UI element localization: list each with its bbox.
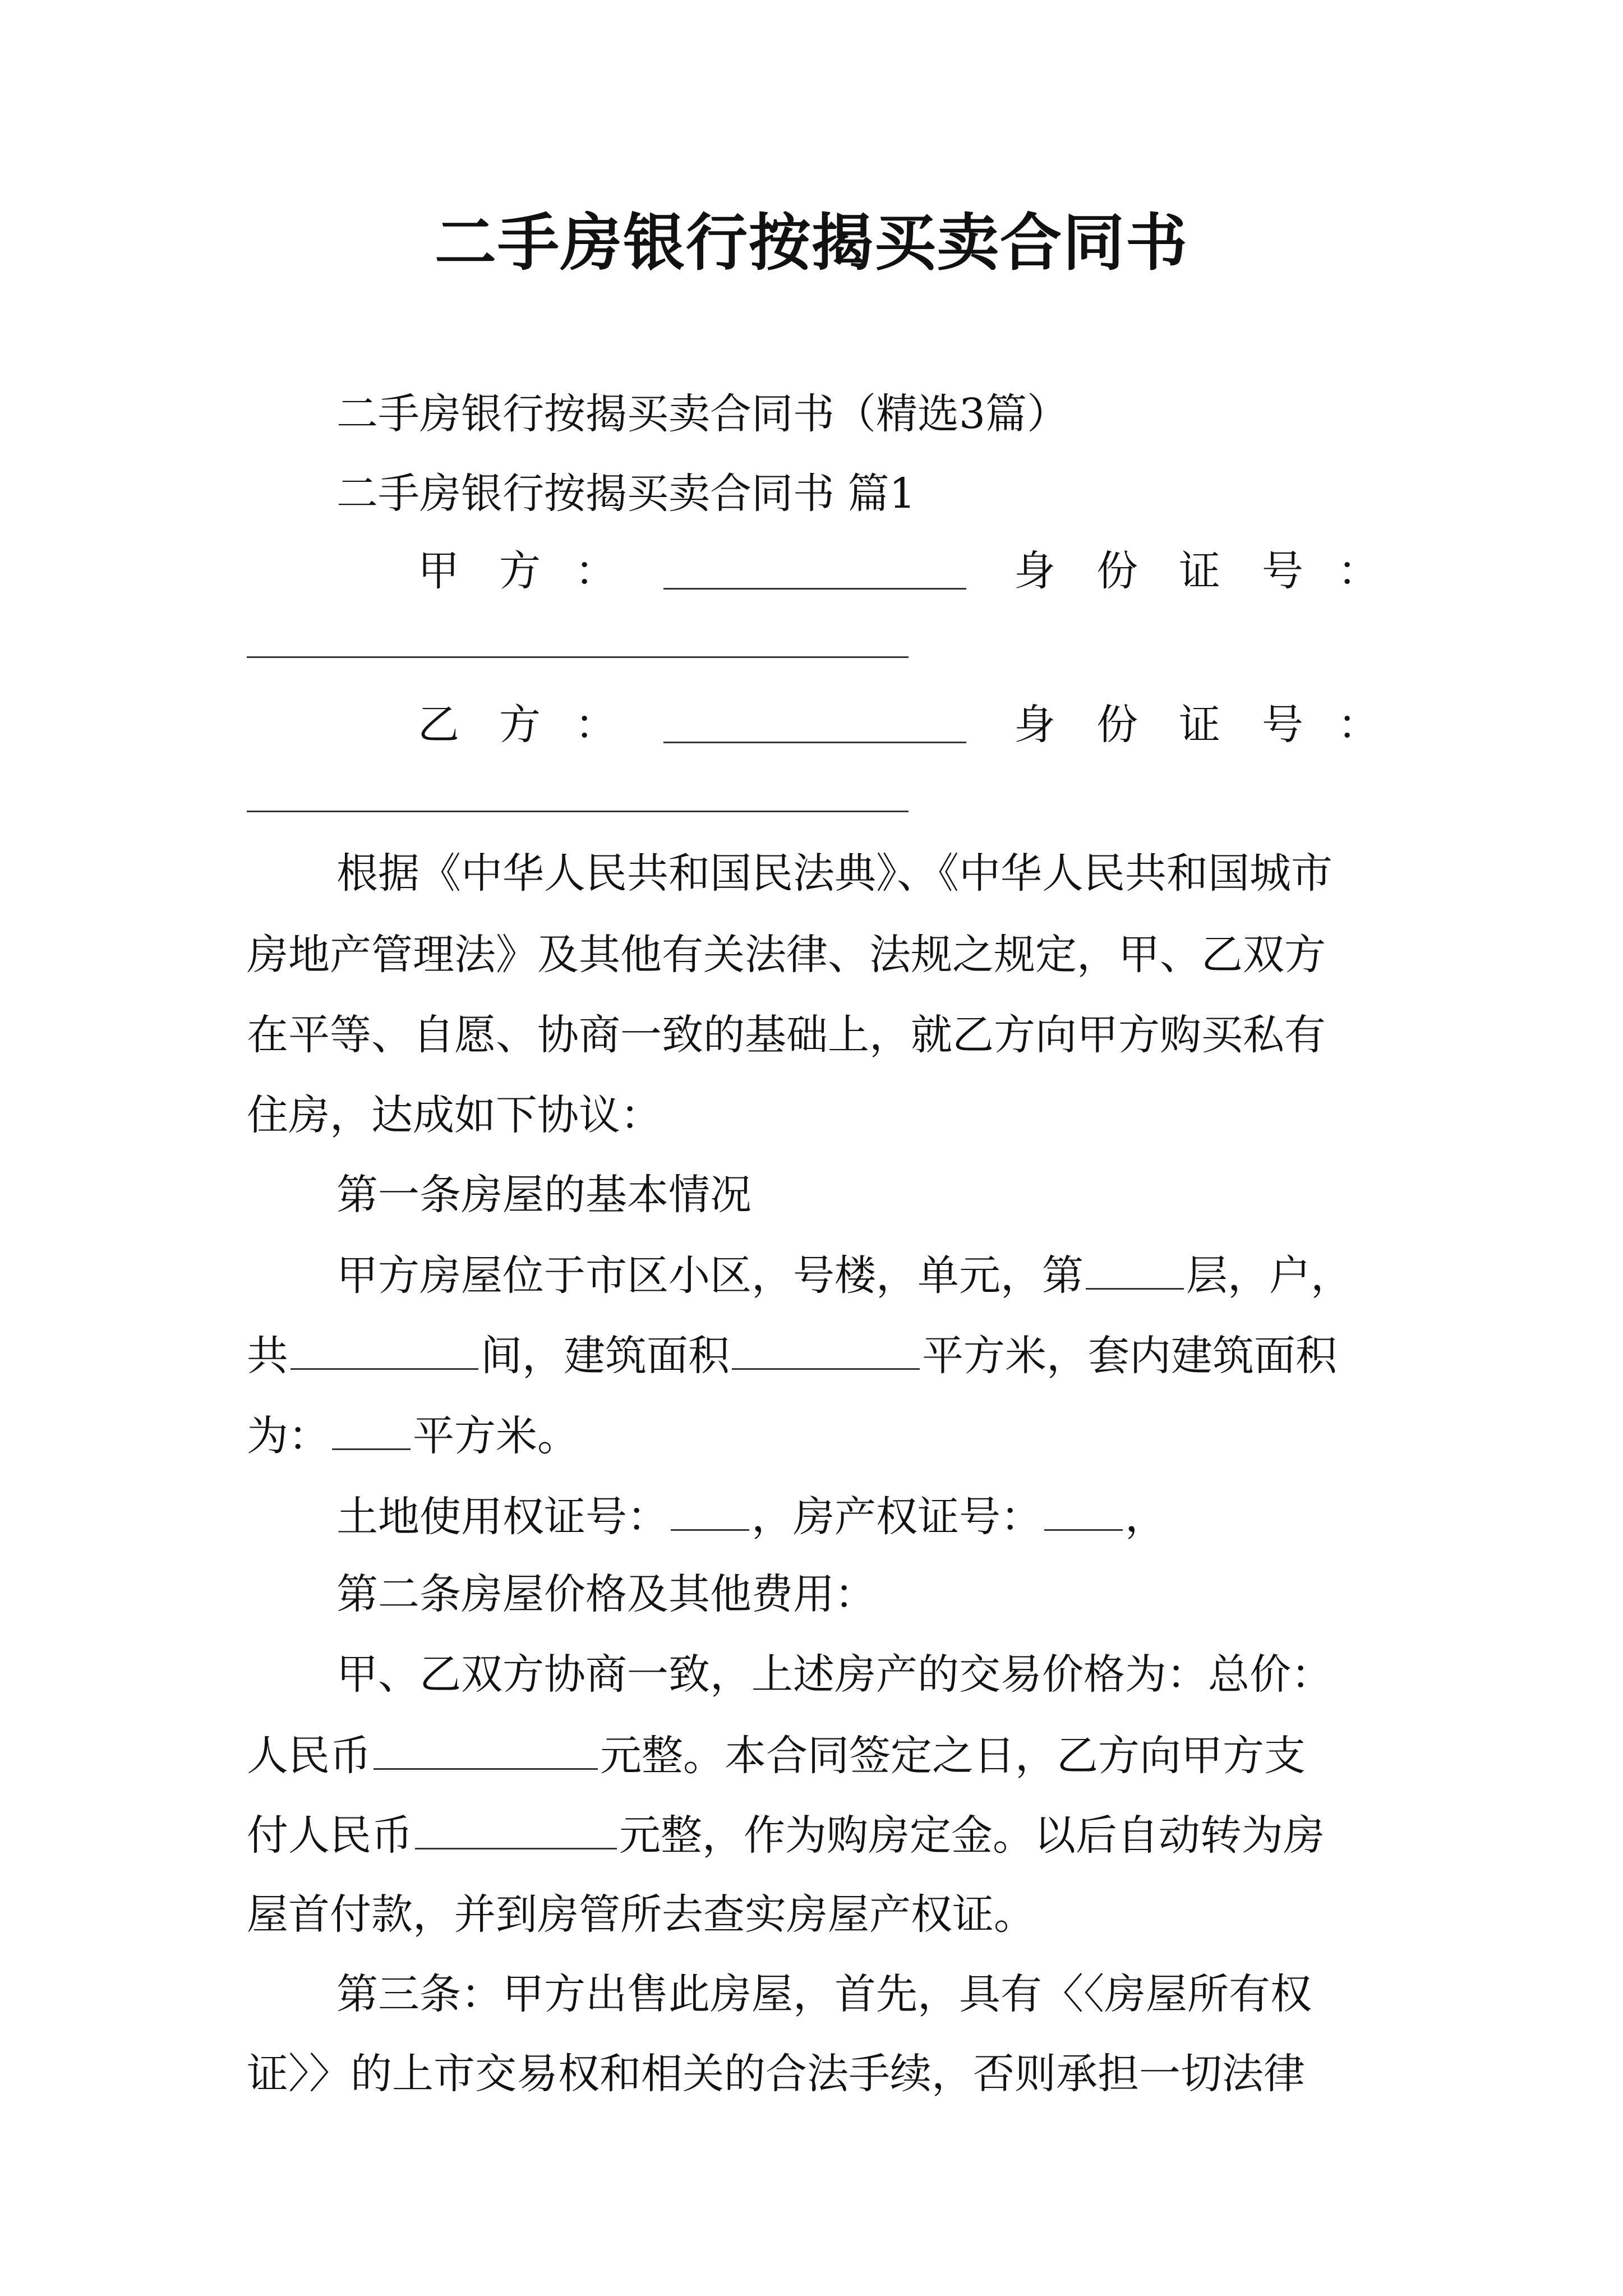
article-1-text: 平方米，套内建筑面积 bbox=[922, 1332, 1337, 1380]
preamble-line: 房地产管理法》及其他有关法律、法规之规定，甲、乙双方 bbox=[247, 931, 1326, 979]
deposit-blank bbox=[415, 1806, 617, 1849]
article-1-line bbox=[336, 1246, 1352, 1304]
inner-area-blank bbox=[332, 1407, 411, 1450]
land-cert-line bbox=[336, 1488, 1166, 1545]
article-2-text: 元整，作为购房定金。以后自动转为房 bbox=[619, 1811, 1325, 1860]
party-b-name-blank bbox=[663, 697, 966, 743]
preamble-line: 根据《中华人民共和国民法典》、《中华人民共和国城市 bbox=[336, 849, 1332, 898]
party-b-id-char: 身 bbox=[1014, 701, 1055, 749]
party-b-id-char: ： bbox=[1338, 701, 1379, 749]
article-2-line bbox=[247, 1806, 1325, 1864]
article-3-line: 证〉〉的上市交易权和相关的合法手续，否则承担一切法律 bbox=[247, 2050, 1305, 2098]
article-1-title: 第一条房屋的基本情况 bbox=[336, 1171, 751, 1219]
building-area-blank bbox=[732, 1327, 920, 1370]
document-title: 二手房银行按揭买卖合同书 bbox=[435, 206, 1188, 279]
land-cert-text: ， bbox=[1125, 1493, 1166, 1541]
party-a-name-blank bbox=[663, 543, 966, 590]
land-cert-text: 土地使用权证号： bbox=[336, 1493, 668, 1541]
article-1-text: 为： bbox=[247, 1412, 330, 1460]
party-a-label-char: 方 bbox=[499, 547, 541, 595]
article-2-line: 甲、乙双方协商一致，上述房产的交易价格为：总价： bbox=[336, 1650, 1332, 1699]
article-1-text: 层，户， bbox=[1186, 1251, 1352, 1300]
party-b-label-char: ： bbox=[575, 701, 616, 749]
property-cert-blank bbox=[1044, 1488, 1123, 1531]
article-1-line bbox=[247, 1327, 1337, 1384]
article-2-line: 屋首付款，并到房管所去查实房屋产权证。 bbox=[247, 1890, 1035, 1939]
party-a-id-char: 号 bbox=[1262, 547, 1303, 595]
party-b-label-char: 乙 bbox=[418, 701, 459, 749]
article-1-text: 共 bbox=[247, 1332, 288, 1380]
preamble-line: 住房，达成如下协议： bbox=[247, 1091, 662, 1139]
party-a-id-char: 份 bbox=[1096, 547, 1138, 595]
party-b-label-char: 方 bbox=[499, 701, 541, 749]
article-1-text: 间，建筑面积 bbox=[481, 1332, 730, 1380]
party-b-id-char: 证 bbox=[1179, 701, 1220, 749]
total-price-blank bbox=[374, 1727, 598, 1770]
article-2-text: 人民币 bbox=[247, 1732, 371, 1780]
article-1-line bbox=[247, 1407, 579, 1464]
article-3-line: 第三条：甲方出售此房屋，首先，具有〈〈房屋所有权 bbox=[336, 1970, 1312, 2018]
party-b-id-char: 号 bbox=[1262, 701, 1303, 749]
article-1-text: 平方米。 bbox=[413, 1412, 579, 1460]
party-b-id-char: 份 bbox=[1096, 701, 1138, 749]
party-b-id-blank bbox=[247, 811, 909, 812]
article-2-text: 付人民币 bbox=[247, 1811, 413, 1860]
article-2-line bbox=[247, 1727, 1306, 1784]
floor-blank bbox=[1086, 1246, 1184, 1290]
article-1-text: 甲方房屋位于市区小区，号楼，单元，第 bbox=[336, 1251, 1083, 1300]
rooms-blank bbox=[291, 1327, 478, 1370]
preamble-line: 在平等、自愿、协商一致的基础上，就乙方向甲方购买私有 bbox=[247, 1011, 1326, 1059]
party-a-label-char: ： bbox=[575, 547, 616, 595]
party-a-id-char: ： bbox=[1338, 547, 1379, 595]
article-2-title: 第二条房屋价格及其他费用： bbox=[336, 1570, 876, 1618]
party-a-id-char: 证 bbox=[1179, 547, 1220, 595]
party-b-line bbox=[0, 697, 1623, 753]
document-subtitle: 二手房银行按揭买卖合同书（精选3篇） bbox=[336, 390, 1069, 438]
land-cert-text: ，房产权证号： bbox=[751, 1493, 1042, 1541]
party-a-id-blank bbox=[247, 656, 909, 658]
land-cert-blank bbox=[671, 1488, 749, 1531]
section-heading: 二手房银行按揭买卖合同书 篇1 bbox=[336, 470, 916, 518]
party-a-label-char: 甲 bbox=[418, 547, 459, 595]
party-a-line bbox=[0, 543, 1623, 599]
article-2-text: 元整。本合同签定之日，乙方向甲方支 bbox=[600, 1732, 1306, 1780]
party-a-id-char: 身 bbox=[1014, 547, 1055, 595]
